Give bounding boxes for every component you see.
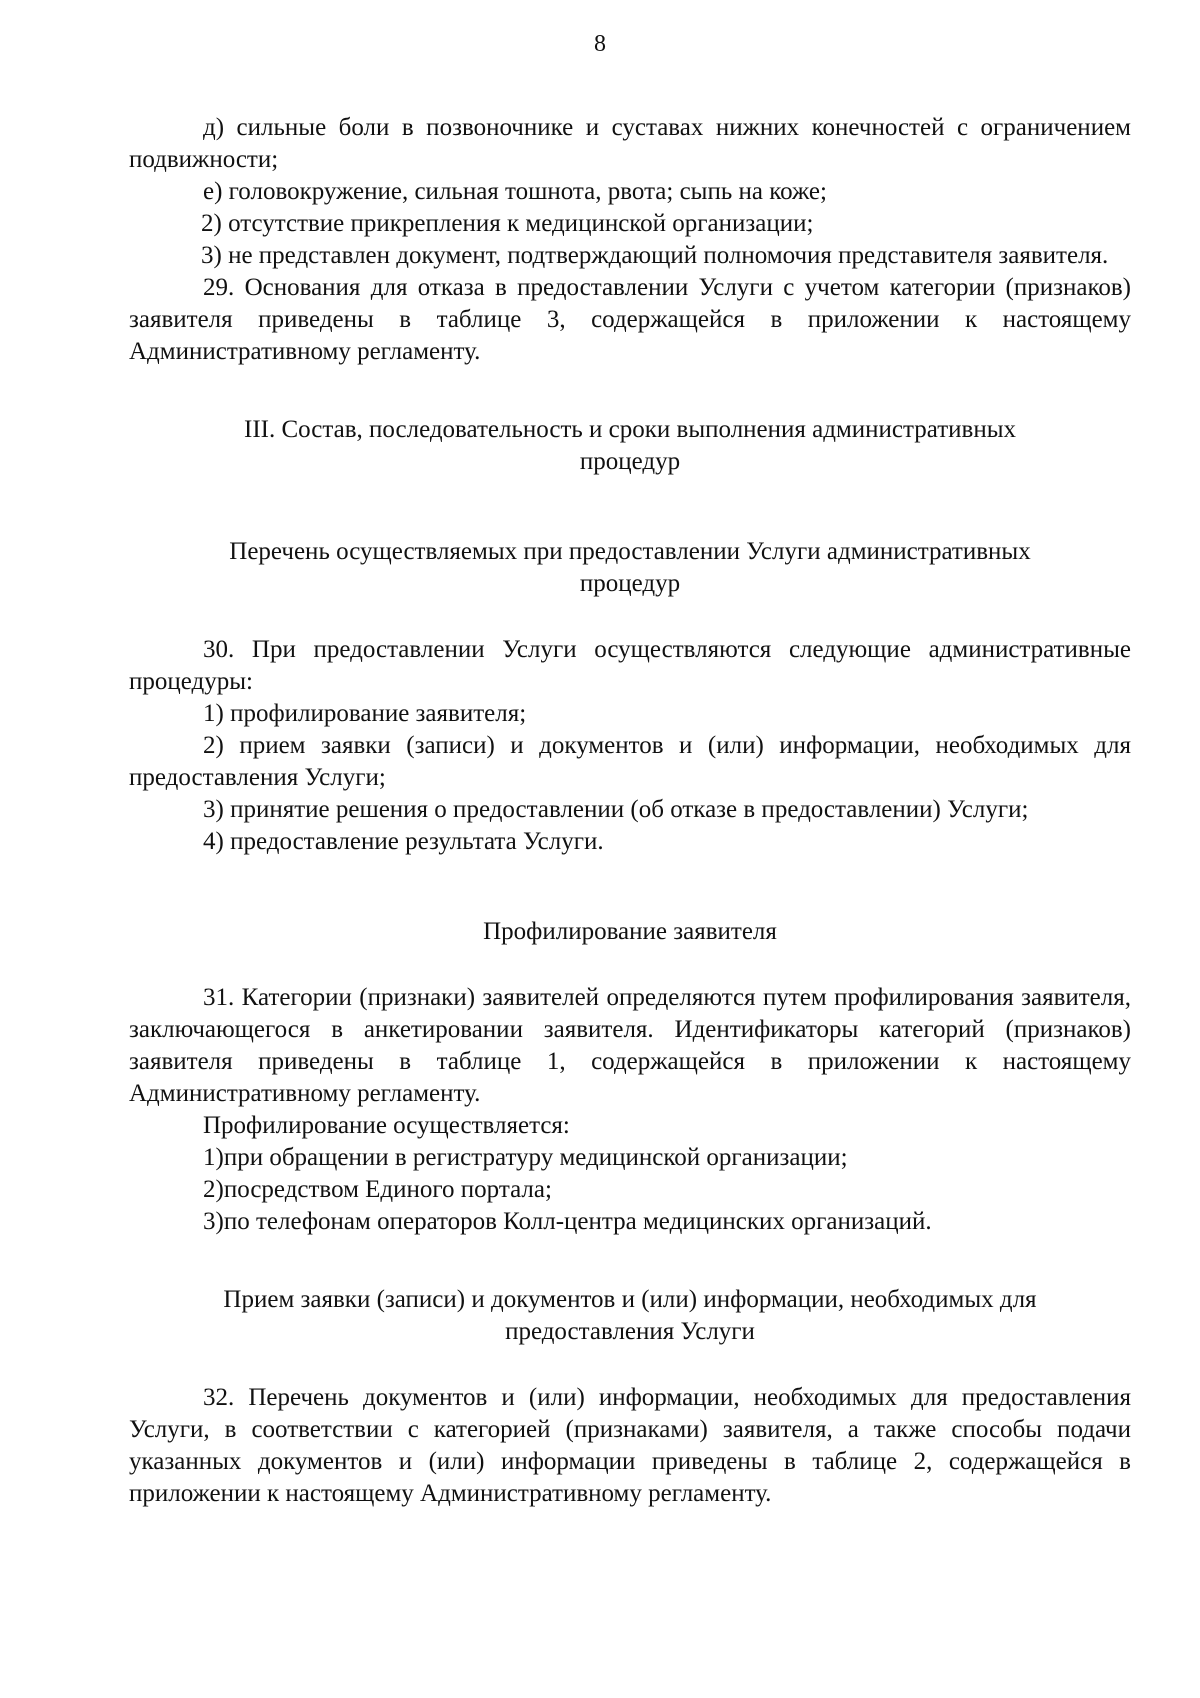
subsection-heading-application-line-1: Прием заявки (записи) и документов и (или) информации, необходимых для	[223, 1286, 1037, 1313]
profiling-item-3: 3)по телефонам операторов Колл-центра медицинских организаций.	[203, 1208, 932, 1235]
paragraph-item-3: 3) не представлен документ, подтверждающий полномочия представителя заявителя.	[201, 242, 1109, 269]
subsection-heading-procedures-line-1: Перечень осуществляемых при предоставлении Услуги административных	[229, 538, 1031, 565]
subsection-heading-application-line-2: предоставления Услуги	[505, 1318, 755, 1345]
paragraph-31: 31. Категории (признаки) заявителей определяются путем профилирования заявителя, заключающегося в анкетировании заявителя. Идентификаторы категорий (признаков) заявителя приведены в таблице 1, содержащейся в приложении к настоящему Административному регламенту.	[129, 984, 1131, 1107]
profiling-item-1: 1)при обращении в регистратуру медицинской организации;	[203, 1144, 848, 1171]
paragraph-item-d: д) сильные боли в позвоночнике и суставах нижних конечностей с ограничением подвижности;	[129, 114, 1131, 173]
procedure-item-4: 4) предоставление результата Услуги.	[203, 828, 604, 855]
profiling-intro: Профилирование осуществляется:	[203, 1112, 570, 1139]
section-heading-line-1: III. Состав, последовательность и сроки выполнения административных	[244, 416, 1016, 443]
section-heading-line-2: процедур	[579, 448, 681, 475]
paragraph-30: 30. При предоставлении Услуги осуществляются следующие административные процедуры:	[129, 636, 1131, 695]
procedure-item-3: 3) принятие решения о предоставлении (об отказе в предоставлении) Услуги;	[203, 796, 1029, 823]
document-body	[129, 112, 1131, 1510]
paragraph-29: 29. Основания для отказа в предоставлении Услуги с учетом категории (признаков) заявителя приведены в таблице 3, содержащейся в приложении к настоящему Административному регламенту.	[129, 274, 1131, 365]
paragraph-item-2: 2) отсутствие прикрепления к медицинской организации;	[201, 210, 814, 237]
procedure-item-1: 1) профилирование заявителя;	[203, 700, 527, 727]
paragraph-32: 32. Перечень документов и (или) информации, необходимых для предоставления Услуги, в соответствии с категорией (признаками) заявителя, а также способы подачи указанных документов и (или) информации приведены в таблице 2, содержащейся в приложении к настоящему Административному регламенту.	[129, 1384, 1131, 1507]
procedure-item-2: 2) прием заявки (записи) и документов и (или) информации, необходимых для предоставления Услуги;	[129, 732, 1131, 791]
paragraph-item-e: е) головокружение, сильная тошнота, рвота; сыпь на коже;	[203, 178, 827, 205]
subsection-heading-procedures-line-2: процедур	[579, 570, 681, 597]
page-number: 8	[594, 31, 606, 57]
profiling-item-2: 2)посредством Единого портала;	[203, 1176, 552, 1203]
subsection-heading-profiling: Профилирование заявителя	[483, 918, 777, 945]
